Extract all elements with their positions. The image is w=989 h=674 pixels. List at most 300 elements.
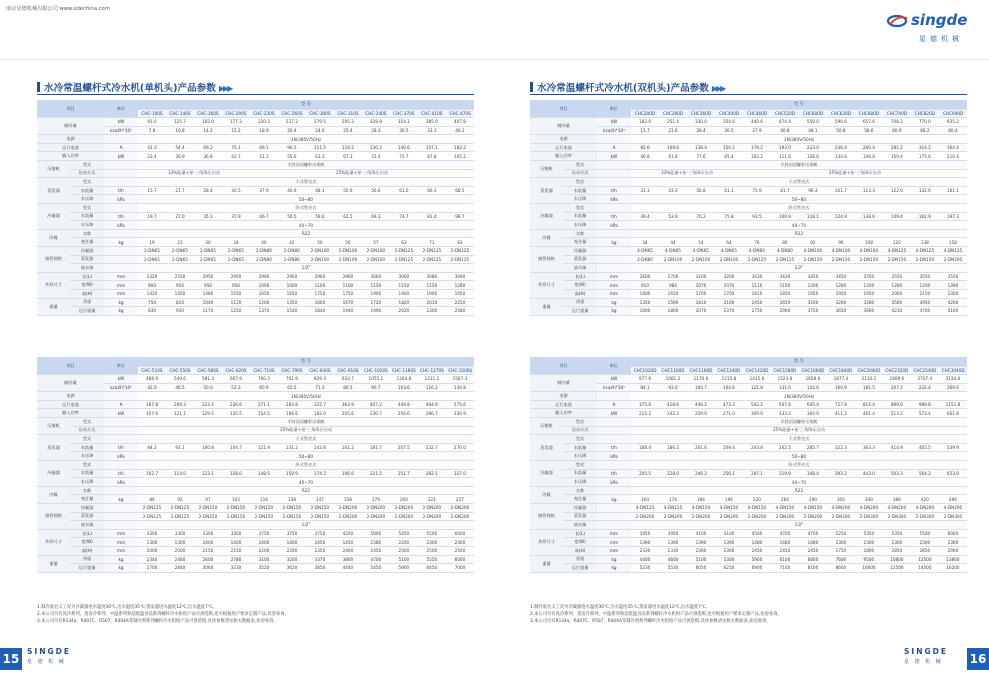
cell-value: 98.7 <box>446 212 474 221</box>
row-label: 高(H) <box>70 546 104 555</box>
cell-value: 3200 <box>827 298 855 307</box>
cell-value: 2580 <box>446 307 474 316</box>
cell-value: 2320 <box>138 272 166 281</box>
table-row <box>530 289 967 298</box>
cell-value: 2650 <box>771 298 799 307</box>
cell-value: 14500 <box>911 564 939 573</box>
model-name: CHC-1270S <box>418 366 446 375</box>
row-unit: mm <box>104 529 138 538</box>
cell-value: 157.1 <box>418 143 446 152</box>
cell-value: 3450 <box>827 272 855 281</box>
row-label: 名称 <box>70 229 104 238</box>
cell-value: 2-DN200 <box>715 512 743 521</box>
row-label: 运行重量 <box>70 564 104 573</box>
row-group: 压缩机 <box>37 418 70 435</box>
cell-value-span: 1/2" <box>138 264 474 273</box>
cell-value: 242.2 <box>659 409 687 418</box>
row-unit: kPa <box>597 452 631 461</box>
cell-value: 1055.1 <box>362 375 390 384</box>
cell-value: 2-DN65 <box>194 255 222 264</box>
row-label: 型式 <box>70 161 104 170</box>
cell-value: 3430 <box>771 272 799 281</box>
model-name: CHC2040D <box>855 366 883 375</box>
cell-value-span: 25%能量+星-三角降压启动 <box>631 426 967 435</box>
cell-value: 2200 <box>278 546 306 555</box>
cell-value: 159.4 <box>883 152 911 161</box>
header-item: 项目 <box>37 100 104 118</box>
cell-value: 309.0 <box>743 409 771 418</box>
cell-value: 567.6 <box>771 400 799 409</box>
row-label: 长(L) <box>563 272 597 281</box>
cell-value: 4-DN200 <box>855 504 883 513</box>
page-number: 15 <box>0 648 22 670</box>
table-row <box>37 521 474 530</box>
row-group: 蒸发器 <box>530 178 563 204</box>
row-label: 启动方式 <box>70 169 104 178</box>
row-group: 接管规格 <box>37 247 70 273</box>
cell-value: 4-DN150 <box>687 504 715 513</box>
cell-value: 3060 <box>194 564 222 573</box>
cell-value: 3750 <box>250 529 278 538</box>
cell-value: 3200 <box>687 272 715 281</box>
cell-value: 1850 <box>771 289 799 298</box>
spec-table <box>37 357 474 573</box>
cell-value: 46.7 <box>250 212 278 221</box>
cell-value: 899.6 <box>883 400 911 409</box>
row-unit: kW <box>104 409 138 418</box>
spec-table <box>530 357 967 573</box>
cell-value: 2-DN200 <box>939 255 967 264</box>
cell-value: 93.5 <box>743 212 771 221</box>
cell-value: 71 <box>418 238 446 247</box>
cell-value: 236.6 <box>222 400 250 409</box>
cell-value: 1900 <box>418 289 446 298</box>
table-header-row <box>37 357 474 366</box>
cell-value: 196 <box>715 495 743 504</box>
cell-value: 465.5 <box>911 443 939 452</box>
cell-value: 71.3 <box>306 383 334 392</box>
row-unit: kg <box>597 307 631 316</box>
cell-value: 2200 <box>390 538 418 547</box>
model-name: CHC940D <box>939 109 967 118</box>
cell-value: 174.2 <box>306 469 334 478</box>
cell-value: 4-DN65 <box>659 247 687 256</box>
cell-value: 488.9 <box>138 375 166 384</box>
row-label: 名称 <box>70 486 104 495</box>
row-group: 冷媒 <box>37 486 70 503</box>
cell-value: 177.3 <box>222 118 250 127</box>
cell-value-span: 卧式管壳式 <box>138 461 474 470</box>
cell-value: 28.3 <box>362 126 390 135</box>
footnotes <box>37 604 477 625</box>
cell-value: 108 <box>855 238 883 247</box>
row-unit: kW <box>597 118 631 127</box>
row-label: 启动方式 <box>70 426 104 435</box>
table-row <box>530 221 967 230</box>
cell-value: 1480 <box>743 538 771 547</box>
cell-value: 42.0 <box>138 383 166 392</box>
row-unit: mm <box>597 538 631 547</box>
cell-value: 100.7 <box>687 383 715 392</box>
cell-value: 2340 <box>138 555 166 564</box>
row-unit <box>104 461 138 470</box>
cell-value: 319.9 <box>771 469 799 478</box>
cell-value: 154.5 <box>250 409 278 418</box>
cell-value: 661.8 <box>939 409 967 418</box>
cell-value: 1040 <box>194 298 222 307</box>
table-row <box>530 264 967 273</box>
cell-value: 125.7 <box>166 118 194 127</box>
cell-value: 34 <box>631 238 659 247</box>
cell-value: 3134.6 <box>939 375 967 384</box>
row-group: 压缩机 <box>37 161 70 178</box>
row-unit: t/h <box>104 212 138 221</box>
table-row <box>37 538 474 547</box>
row-group: 电源 <box>37 392 104 401</box>
note-line: 1.制冷量名义工况为冷凝器进水温度30℃,出水温度35℃;蒸发器进水温度12℃,出水温度7℃。 <box>37 605 217 610</box>
row-unit: kcal/h*10³ <box>104 383 138 392</box>
table-row <box>37 555 474 564</box>
cell-value: 290 <box>799 495 827 504</box>
table-row <box>530 452 967 461</box>
cell-value: 1390 <box>715 538 743 547</box>
cell-value: 103 <box>222 495 250 504</box>
cell-value: 52.3 <box>222 383 250 392</box>
cell-value: 30 <box>194 238 222 247</box>
cell-value: 232.7 <box>418 443 446 452</box>
table-row <box>37 392 474 401</box>
cell-value-span: 3N/380V/50Hz <box>138 135 474 144</box>
cell-value: 2960 <box>278 272 306 281</box>
row-unit: kg <box>597 238 631 247</box>
table-row <box>37 152 474 161</box>
row-label: 水压降 <box>563 221 597 230</box>
cell-value: 42.7 <box>222 152 250 161</box>
cell-value: 97 <box>194 495 222 504</box>
row-label: 水压降 <box>70 478 104 487</box>
cell-value: 138 <box>911 238 939 247</box>
table-row <box>530 486 967 495</box>
table-row <box>530 529 967 538</box>
model-name: CHC-620S <box>222 366 250 375</box>
title-underline <box>37 94 474 95</box>
cell-value: 581.3 <box>194 375 222 384</box>
row-unit <box>597 204 631 213</box>
row-group: 冷媒 <box>37 229 70 246</box>
cell-value: 1100 <box>306 281 334 290</box>
model-name: CHC-230S <box>250 109 278 118</box>
cell-value: 3200 <box>278 555 306 564</box>
table-row <box>530 443 967 452</box>
cell-value: 1200 <box>883 281 911 290</box>
row-unit: kW <box>597 152 631 161</box>
cell-value: 2300 <box>939 289 967 298</box>
cell-value: 1390 <box>939 281 967 290</box>
cell-value: 2780 <box>222 555 250 564</box>
table-row <box>37 161 474 170</box>
cell-value: 1070 <box>715 281 743 290</box>
cell-value: 84.1 <box>631 383 659 392</box>
cell-value: 14.2 <box>194 126 222 135</box>
cell-value: 270.0 <box>446 443 474 452</box>
cell-value: 4-DN100 <box>827 247 855 256</box>
cell-value: 2-DN65 <box>222 255 250 264</box>
row-unit <box>104 178 138 187</box>
table-row <box>37 195 474 204</box>
cell-value: 5350 <box>855 529 883 538</box>
row-label: 运行重量 <box>563 564 597 573</box>
note-line: 1.制冷量名义工况为冷凝器进水温度30℃,出水温度35℃;蒸发器进水温度12℃,出水温度7℃。 <box>530 605 710 610</box>
cell-value: 5300 <box>715 555 743 564</box>
cell-value: 490 <box>939 495 967 504</box>
cell-value: 28.4 <box>687 126 715 135</box>
row-group: 冷媒 <box>530 486 563 503</box>
cell-value: 62.5 <box>334 212 362 221</box>
cell-value: 1400 <box>278 538 306 547</box>
cell-value: 449.8 <box>390 400 418 409</box>
cell-value: 1450 <box>306 538 334 547</box>
model-name: CHC-260S <box>278 109 306 118</box>
row-group: 输入功率 <box>37 409 104 418</box>
cell-value: 2750 <box>827 546 855 555</box>
cell-value: 37.9 <box>743 126 771 135</box>
cell-value: 46.5 <box>166 383 194 392</box>
cell-value: 4-DN200 <box>883 504 911 513</box>
cell-value: 2450 <box>743 546 771 555</box>
cell-value: 102.7 <box>138 469 166 478</box>
cell-value: 260.4 <box>855 143 883 152</box>
cell-value: 10.8 <box>166 126 194 135</box>
cell-value: 9500 <box>855 555 883 564</box>
cell-value: 414.9 <box>883 443 911 452</box>
cell-value: 61.0 <box>390 186 418 195</box>
cell-value: 340 <box>855 495 883 504</box>
cell-value: 2250 <box>446 298 474 307</box>
row-group: 电源 <box>530 392 597 401</box>
cell-value: 134.8 <box>446 383 474 392</box>
cell-value: 1950 <box>855 289 883 298</box>
table-row <box>530 255 967 264</box>
row-unit: kW <box>104 152 138 161</box>
table-row <box>530 546 967 555</box>
cell-value: 3750 <box>278 529 306 538</box>
cell-value: 121.1 <box>166 409 194 418</box>
page-number: 16 <box>967 648 989 670</box>
table-row <box>37 409 474 418</box>
cell-value-span: 25%能量+星-三角降压启动 <box>743 169 967 178</box>
cell-value: 50.0 <box>194 383 222 392</box>
cell-value: 67.3 <box>334 152 362 161</box>
cell-value: 4-DN65 <box>687 247 715 256</box>
table-row <box>37 238 474 247</box>
cell-value: 2700 <box>138 564 166 573</box>
cell-value: 2300 <box>883 538 911 547</box>
cell-value: 2550 <box>166 272 194 281</box>
cell-value: 30.5 <box>222 186 250 195</box>
cell-value: 461.4 <box>855 409 883 418</box>
cell-value: 2-DN80 <box>278 247 306 256</box>
cell-value: 168.4 <box>631 443 659 452</box>
table-row <box>37 478 474 487</box>
cell-value: 5100 <box>390 555 418 564</box>
cell-value: 282.1 <box>418 469 446 478</box>
row-group: 制冷量 <box>37 375 104 392</box>
table-row <box>530 555 967 564</box>
table-row <box>37 512 474 521</box>
cell-value: 2-DN150 <box>306 504 334 513</box>
cell-value: 4-DN125 <box>911 247 939 256</box>
footer-brand-cn: 星 德 机 械 <box>27 659 66 665</box>
table-row <box>530 118 967 127</box>
table-row <box>37 564 474 573</box>
table-header-row <box>37 100 474 109</box>
cell-value-span: 50~80 <box>138 195 474 204</box>
row-label: 水压降 <box>70 452 104 461</box>
cell-value: 33.1 <box>418 126 446 135</box>
cell-value: 4-DN125 <box>659 504 687 513</box>
cell-value: 75.1 <box>222 143 250 152</box>
row-label: 宽(W) <box>70 538 104 547</box>
table-row <box>530 169 967 178</box>
table-row <box>37 426 474 435</box>
row-group: 输入功率 <box>37 152 104 161</box>
cell-value: 80.5 <box>334 383 362 392</box>
table-row <box>530 512 967 521</box>
cell-value: 1390 <box>631 538 659 547</box>
cell-value: 50.8 <box>827 126 855 135</box>
cell-value: 24.0 <box>306 126 334 135</box>
cell-value: 2-DN125 <box>138 504 166 513</box>
cell-value: 104.6 <box>715 383 743 392</box>
cell-value: 148.5 <box>250 469 278 478</box>
cell-value: 66.3 <box>418 186 446 195</box>
cell-value: 41.3 <box>138 143 166 152</box>
row-unit <box>104 418 138 427</box>
table-row <box>530 375 967 384</box>
model-name: CHC-550S <box>166 366 194 375</box>
note-line: 2.本公司另有风冷系列、蒸发冷系列、中温系列和超低温食品系列螺杆冷水机组产品可供选购,也可根据用户要求定制产品,欢迎垂询。 <box>37 612 289 617</box>
cell-value: 1000 <box>250 281 278 290</box>
cell-value: 2-DN200 <box>687 512 715 521</box>
table-row <box>37 221 474 230</box>
cell-value: 363.3 <box>855 443 883 452</box>
cell-value: 2-DN200 <box>446 504 474 513</box>
cell-value: 2400 <box>334 546 362 555</box>
cell-value: 930 <box>166 307 194 316</box>
logo-swoosh-icon <box>887 14 909 28</box>
cell-value: 810 <box>166 298 194 307</box>
cell-value: 50 <box>334 238 362 247</box>
cell-value: 135.5 <box>222 409 250 418</box>
table-row <box>37 298 474 307</box>
model-name: CHC1660D <box>799 366 827 375</box>
cell-value: 4-DN150 <box>715 504 743 513</box>
cell-value: 12500 <box>911 555 939 564</box>
model-name: CHC-100S <box>138 109 166 118</box>
row-label: 水流量 <box>70 212 104 221</box>
cell-value-span: 33%能量+星-三角降压启动 <box>631 169 743 178</box>
cell-value: 3900 <box>855 307 883 316</box>
cell-value: 184 <box>687 495 715 504</box>
cell-value: 1120 <box>222 298 250 307</box>
row-label: 蒸发器 <box>563 255 597 264</box>
cell-value: 223.0 <box>799 143 827 152</box>
cell-value: 60.9 <box>250 383 278 392</box>
cell-value: 2-DN80 <box>250 247 278 256</box>
row-label: 水流量 <box>70 469 104 478</box>
cell-value: 727.8 <box>827 400 855 409</box>
row-label: 水压降 <box>563 478 597 487</box>
cell-value: 3430 <box>743 272 771 281</box>
cell-value: 1550 <box>222 289 250 298</box>
table-row <box>37 264 474 273</box>
cell-value: 2350 <box>306 546 334 555</box>
cell-value: 348.4 <box>799 469 827 478</box>
cell-value: 59.0 <box>306 212 334 221</box>
row-group: 冷媒 <box>530 229 563 246</box>
cell-value: 80 <box>771 238 799 247</box>
model-name: CHC520D <box>771 109 799 118</box>
cell-value: 30.5 <box>390 126 418 135</box>
cell-value: 4-DN65 <box>631 247 659 256</box>
cell-value: 750 <box>138 298 166 307</box>
cell-value: 83 <box>446 238 474 247</box>
cell-value: 123.1 <box>194 469 222 478</box>
row-label: 充注量 <box>563 495 597 504</box>
cell-value: 1600 <box>631 289 659 298</box>
model-name: CHC1840D <box>827 366 855 375</box>
cell-value: 1480 <box>799 538 827 547</box>
row-unit <box>104 486 138 495</box>
cell-value: 653.9 <box>939 469 967 478</box>
row-unit: t/h <box>104 443 138 452</box>
row-unit: t/h <box>597 212 631 221</box>
table-row <box>530 409 967 418</box>
cell-value: 2-DN80 <box>631 255 659 264</box>
cell-value: 23.4 <box>138 152 166 161</box>
cell-value: 295.3 <box>334 118 362 127</box>
cell-value: 1900 <box>362 289 390 298</box>
table-row <box>37 247 474 256</box>
cell-value: 2150 <box>194 546 222 555</box>
cell-value: 2-DN150 <box>827 255 855 264</box>
row-label: 长(L) <box>563 529 597 538</box>
row-unit <box>597 392 631 401</box>
cell-value: 128.0 <box>222 469 250 478</box>
cell-value: 2300 <box>418 538 446 547</box>
cell-value: 8100 <box>799 564 827 573</box>
cell-value: 2100 <box>715 298 743 307</box>
cell-value: 2450 <box>799 546 827 555</box>
model-name: CHC-1160S <box>390 366 418 375</box>
cell-value: 166.6 <box>278 409 306 418</box>
table-row <box>530 538 967 547</box>
cell-value: 182.2 <box>446 143 474 152</box>
table-row <box>530 272 967 281</box>
cell-value: 51.1 <box>250 152 278 161</box>
cell-value: 4-DN200 <box>827 504 855 513</box>
cell-value-span: 33%能量+星-三角降压启动 <box>138 169 250 178</box>
cell-value: 4400 <box>631 555 659 564</box>
cell-value: 1877.4 <box>827 375 855 384</box>
row-unit <box>597 255 631 264</box>
model-name: CHC740D <box>883 109 911 118</box>
cell-value-span: 25%能量+星-三角降压启动 <box>250 169 474 178</box>
row-unit: kcal/h*10³ <box>597 126 631 135</box>
cell-value: 87.8 <box>418 152 446 161</box>
cell-value-span: 50~80 <box>631 195 967 204</box>
cell-value: 2360 <box>715 546 743 555</box>
